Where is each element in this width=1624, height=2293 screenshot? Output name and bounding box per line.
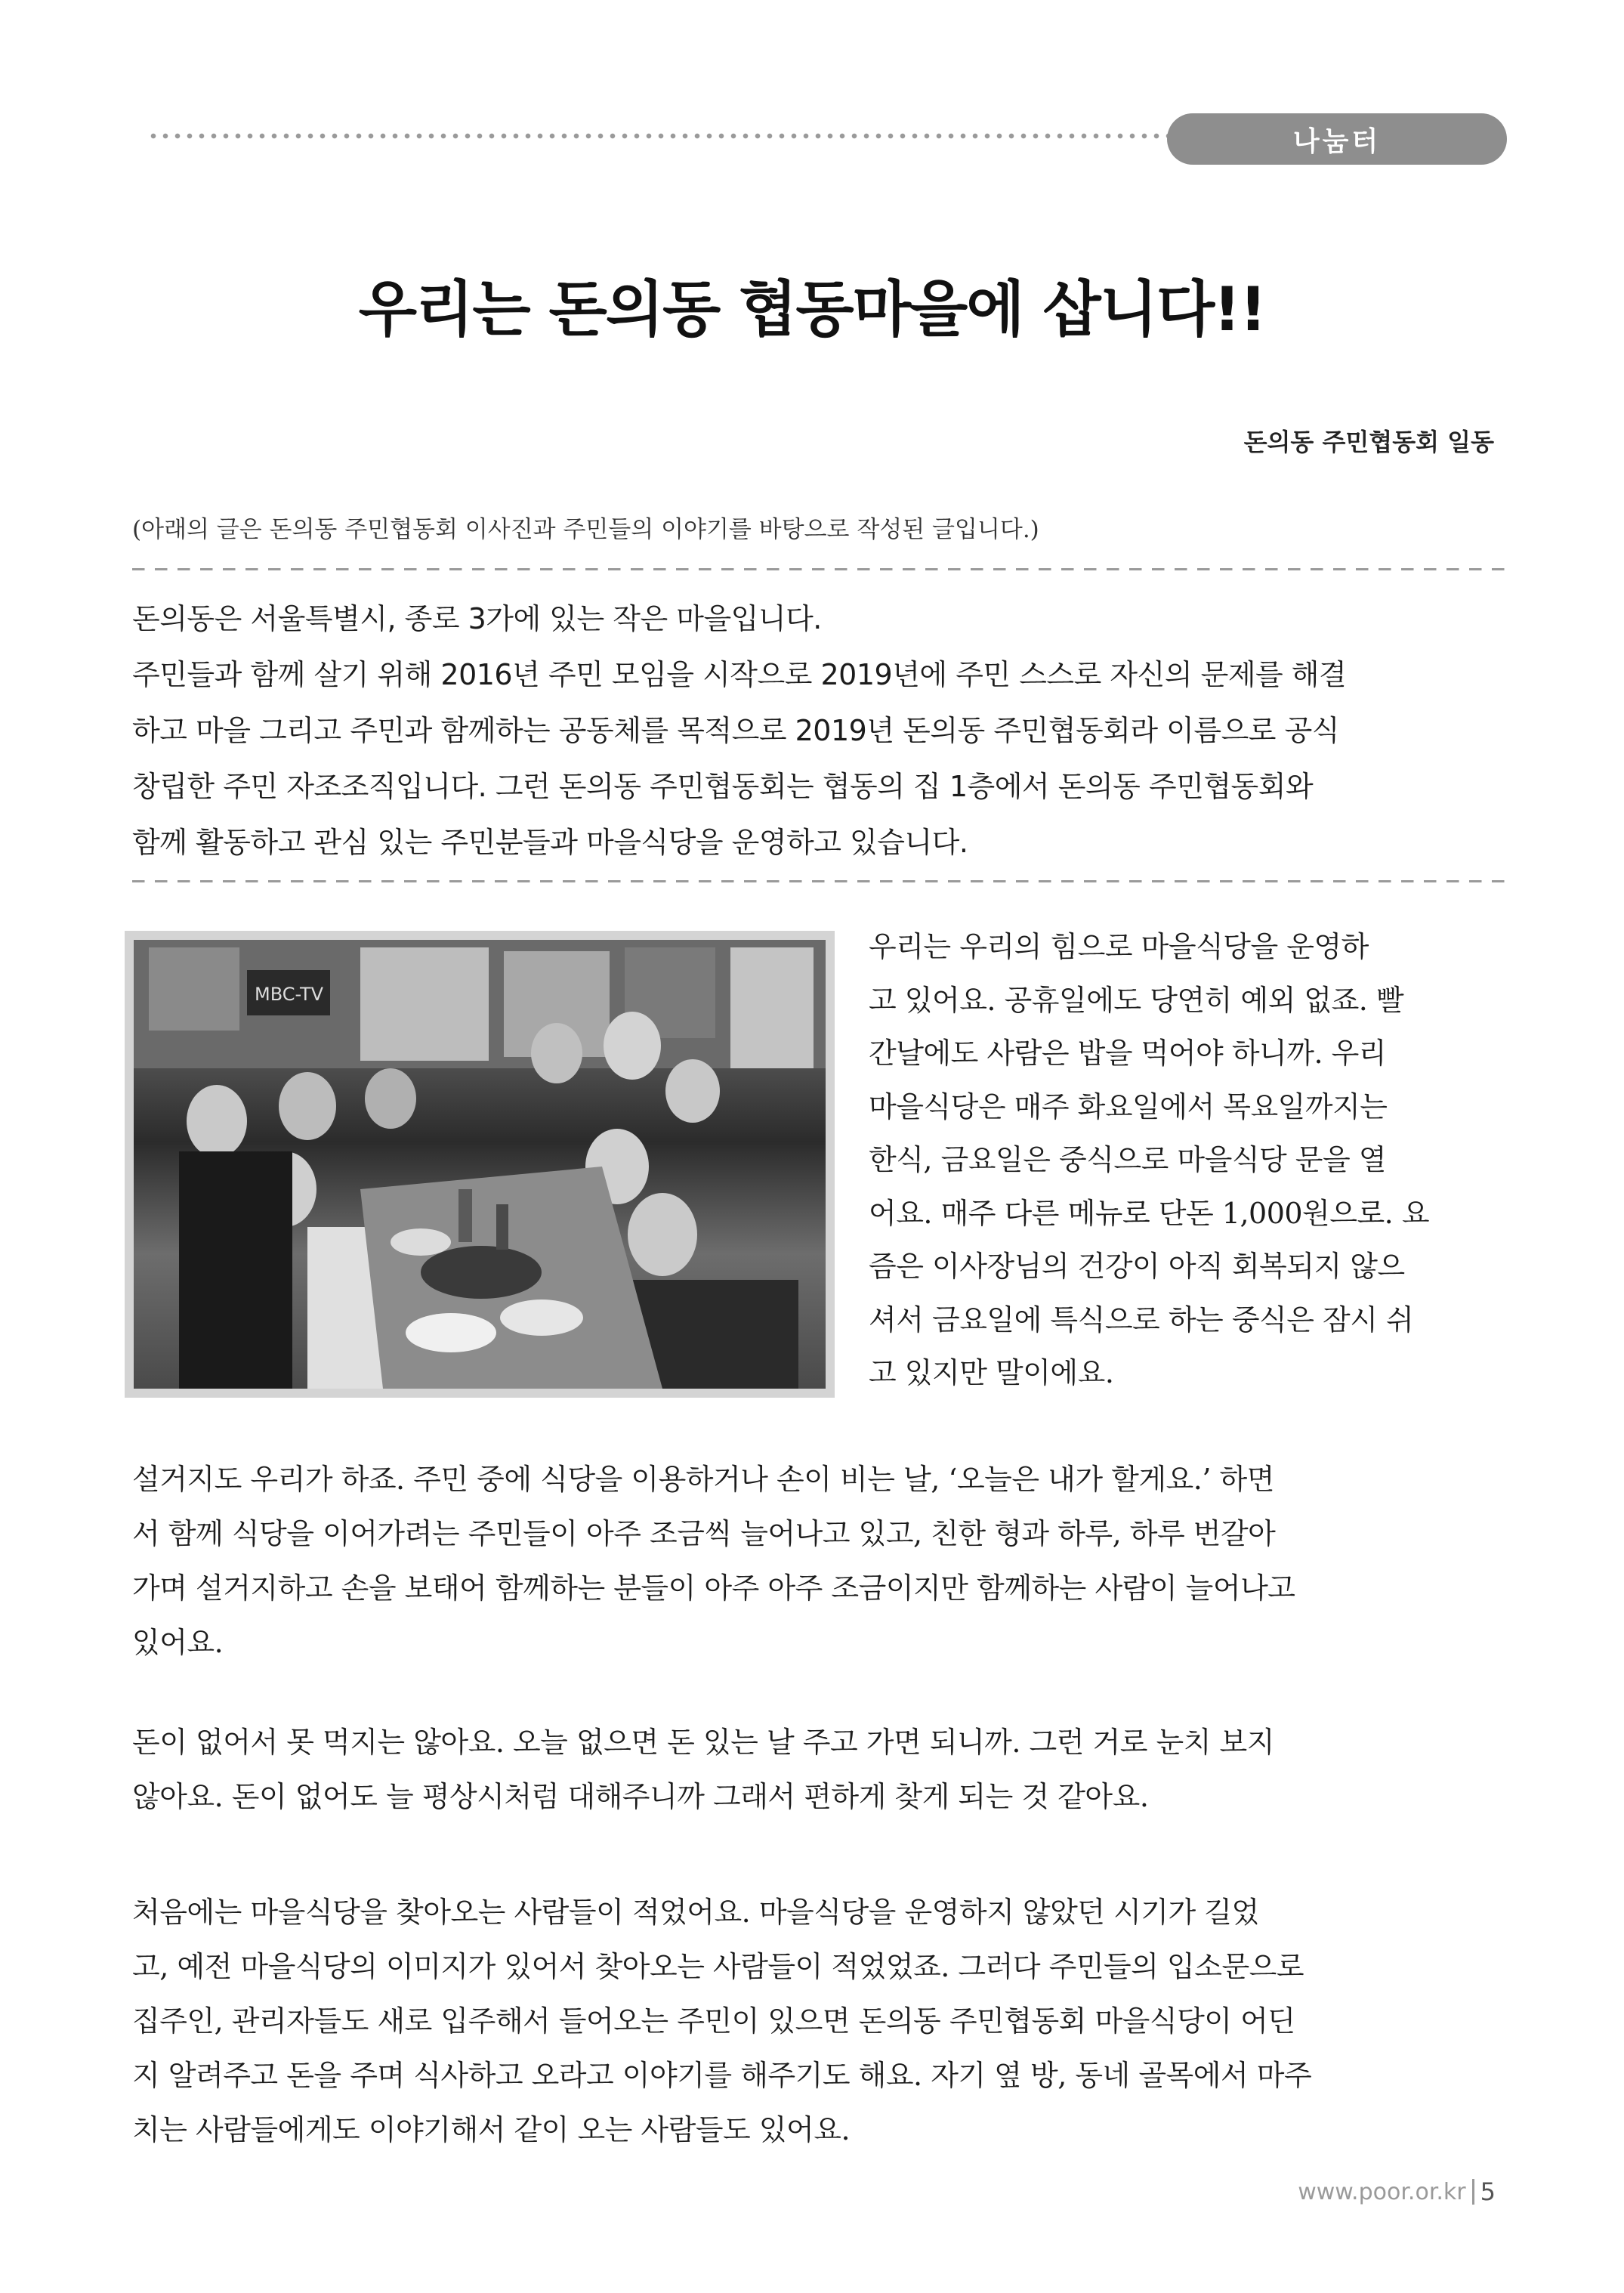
body-paragraph-2	[132, 1715, 1514, 1824]
footer-separator	[1472, 2179, 1474, 2205]
intro-line: 하고 마을 그리고 주민과 함께하는 공동체를 목적으로 2019년 돈의동 주민협동회라 이름으로 공식	[132, 714, 1339, 747]
article-note: (아래의 글은 돈의동 주민협동회 이사진과 주민들의 이야기를 바탕으로 작성된 글입니다.)	[132, 516, 1039, 543]
group-photo	[125, 931, 835, 1398]
page-footer	[1298, 2177, 1496, 2206]
body-line: 서 함께 식당을 이어가려는 주민들이 아주 조금씩 늘어나고 있고, 친한 형과 하루, 하루 번갈아	[132, 1517, 1276, 1550]
article-author: 돈의동 주민협동회 일동	[1243, 428, 1494, 456]
body-line: 치는 사람들에게도 이야기해서 같이 오는 사람들도 있어요.	[132, 2113, 851, 2146]
article-title: 우리는 돈의동 협동마을에 삽니다!!	[358, 274, 1266, 345]
photo-illustration	[134, 940, 826, 1389]
body-line: 처음에는 마을식당을 찾아오는 사람들이 적었어요. 마을식당을 운영하지 않았던 시기가 길었	[132, 1896, 1259, 1929]
side-line: 고 있지만 말이에요.	[869, 1356, 1114, 1389]
side-line: 마을식당은 매주 화요일에서 목요일까지는	[869, 1089, 1388, 1123]
intro-paragraph	[132, 591, 1514, 870]
side-line: 즘은 이사장님의 건강이 아직 회복되지 않으	[869, 1250, 1405, 1283]
side-line: 간날에도 사람은 밥을 먹어야 하니까. 우리	[869, 1037, 1387, 1070]
group-photo-icon	[134, 940, 826, 1389]
section-label: 나눔터	[1292, 125, 1382, 157]
body-line: 집주인, 관리자들도 새로 입주해서 들어오는 주민이 있으면 돈의동 주민협동회 마을식당이 어딘	[132, 2004, 1295, 2038]
photo-sign-text: MBC-TV	[255, 984, 324, 1005]
side-line: 한식, 금요일은 중식으로 마을식당 문을 열	[869, 1143, 1387, 1176]
header-dotted-rule	[147, 133, 1197, 139]
body-line: 지 알려주고 돈을 주며 식사하고 오라고 이야기를 해주기도 해요. 자기 옆 방, 동네 골목에서 마주	[132, 2059, 1312, 2092]
side-line: 셔서 금요일에 특식으로 하는 중식은 잠시 쉬	[869, 1303, 1414, 1337]
page-number: 5	[1480, 2177, 1496, 2206]
body-line: 설거지도 우리가 하죠. 주민 중에 식당을 이용하거나 손이 비는 날, ‘오늘은 내가 할게요.’ 하면	[132, 1463, 1274, 1496]
side-line: 어요. 매주 다른 메뉴로 단돈 1,000원으로. 요	[869, 1196, 1430, 1230]
body-line: 고, 예전 마을식당의 이미지가 있어서 찾아오는 사람들이 적었었죠. 그러다 주민들의 입소문으로	[132, 1950, 1304, 1983]
intro-line: 창립한 주민 자조조직입니다. 그런 돈의동 주민협동회는 협동의 집 1층에서 돈의동 주민협동회와	[132, 770, 1314, 803]
body-line: 있어요.	[132, 1626, 224, 1659]
body-line: 가며 설거지하고 손을 보태어 함께하는 분들이 아주 아주 조금이지만 함께하는 사람이 늘어나고	[132, 1571, 1295, 1605]
body-paragraph-3	[132, 1885, 1514, 2157]
dashed-divider-bottom	[132, 880, 1507, 882]
footer-url[interactable]: www.poor.or.kr	[1298, 2178, 1466, 2205]
intro-line: 주민들과 함께 살기 위해 2016년 주민 모임을 시작으로 2019년에 주민 스스로 자신의 문제를 해결	[132, 658, 1347, 691]
side-line: 고 있어요. 공휴일에도 당연히 예외 없죠. 빨	[869, 983, 1404, 1017]
side-paragraph	[869, 920, 1511, 1400]
body-line: 않아요. 돈이 없어도 늘 평상시처럼 대해주니까 그래서 편하게 찾게 되는 것 같아요.	[132, 1780, 1149, 1813]
body-paragraph-1	[132, 1452, 1514, 1670]
intro-line: 함께 활동하고 관심 있는 주민분들과 마을식당을 운영하고 있습니다.	[132, 826, 968, 859]
body-line: 돈이 없어서 못 먹지는 않아요. 오늘 없으면 돈 있는 날 주고 가면 되니까. 그런 거로 눈치 보지	[132, 1726, 1274, 1759]
intro-line: 돈의동은 서울특별시, 종로 3가에 있는 작은 마을입니다.	[132, 602, 822, 635]
dashed-divider-top	[132, 568, 1507, 570]
section-tab	[1167, 113, 1507, 165]
side-line: 우리는 우리의 힘으로 마을식당을 운영하	[869, 930, 1369, 963]
